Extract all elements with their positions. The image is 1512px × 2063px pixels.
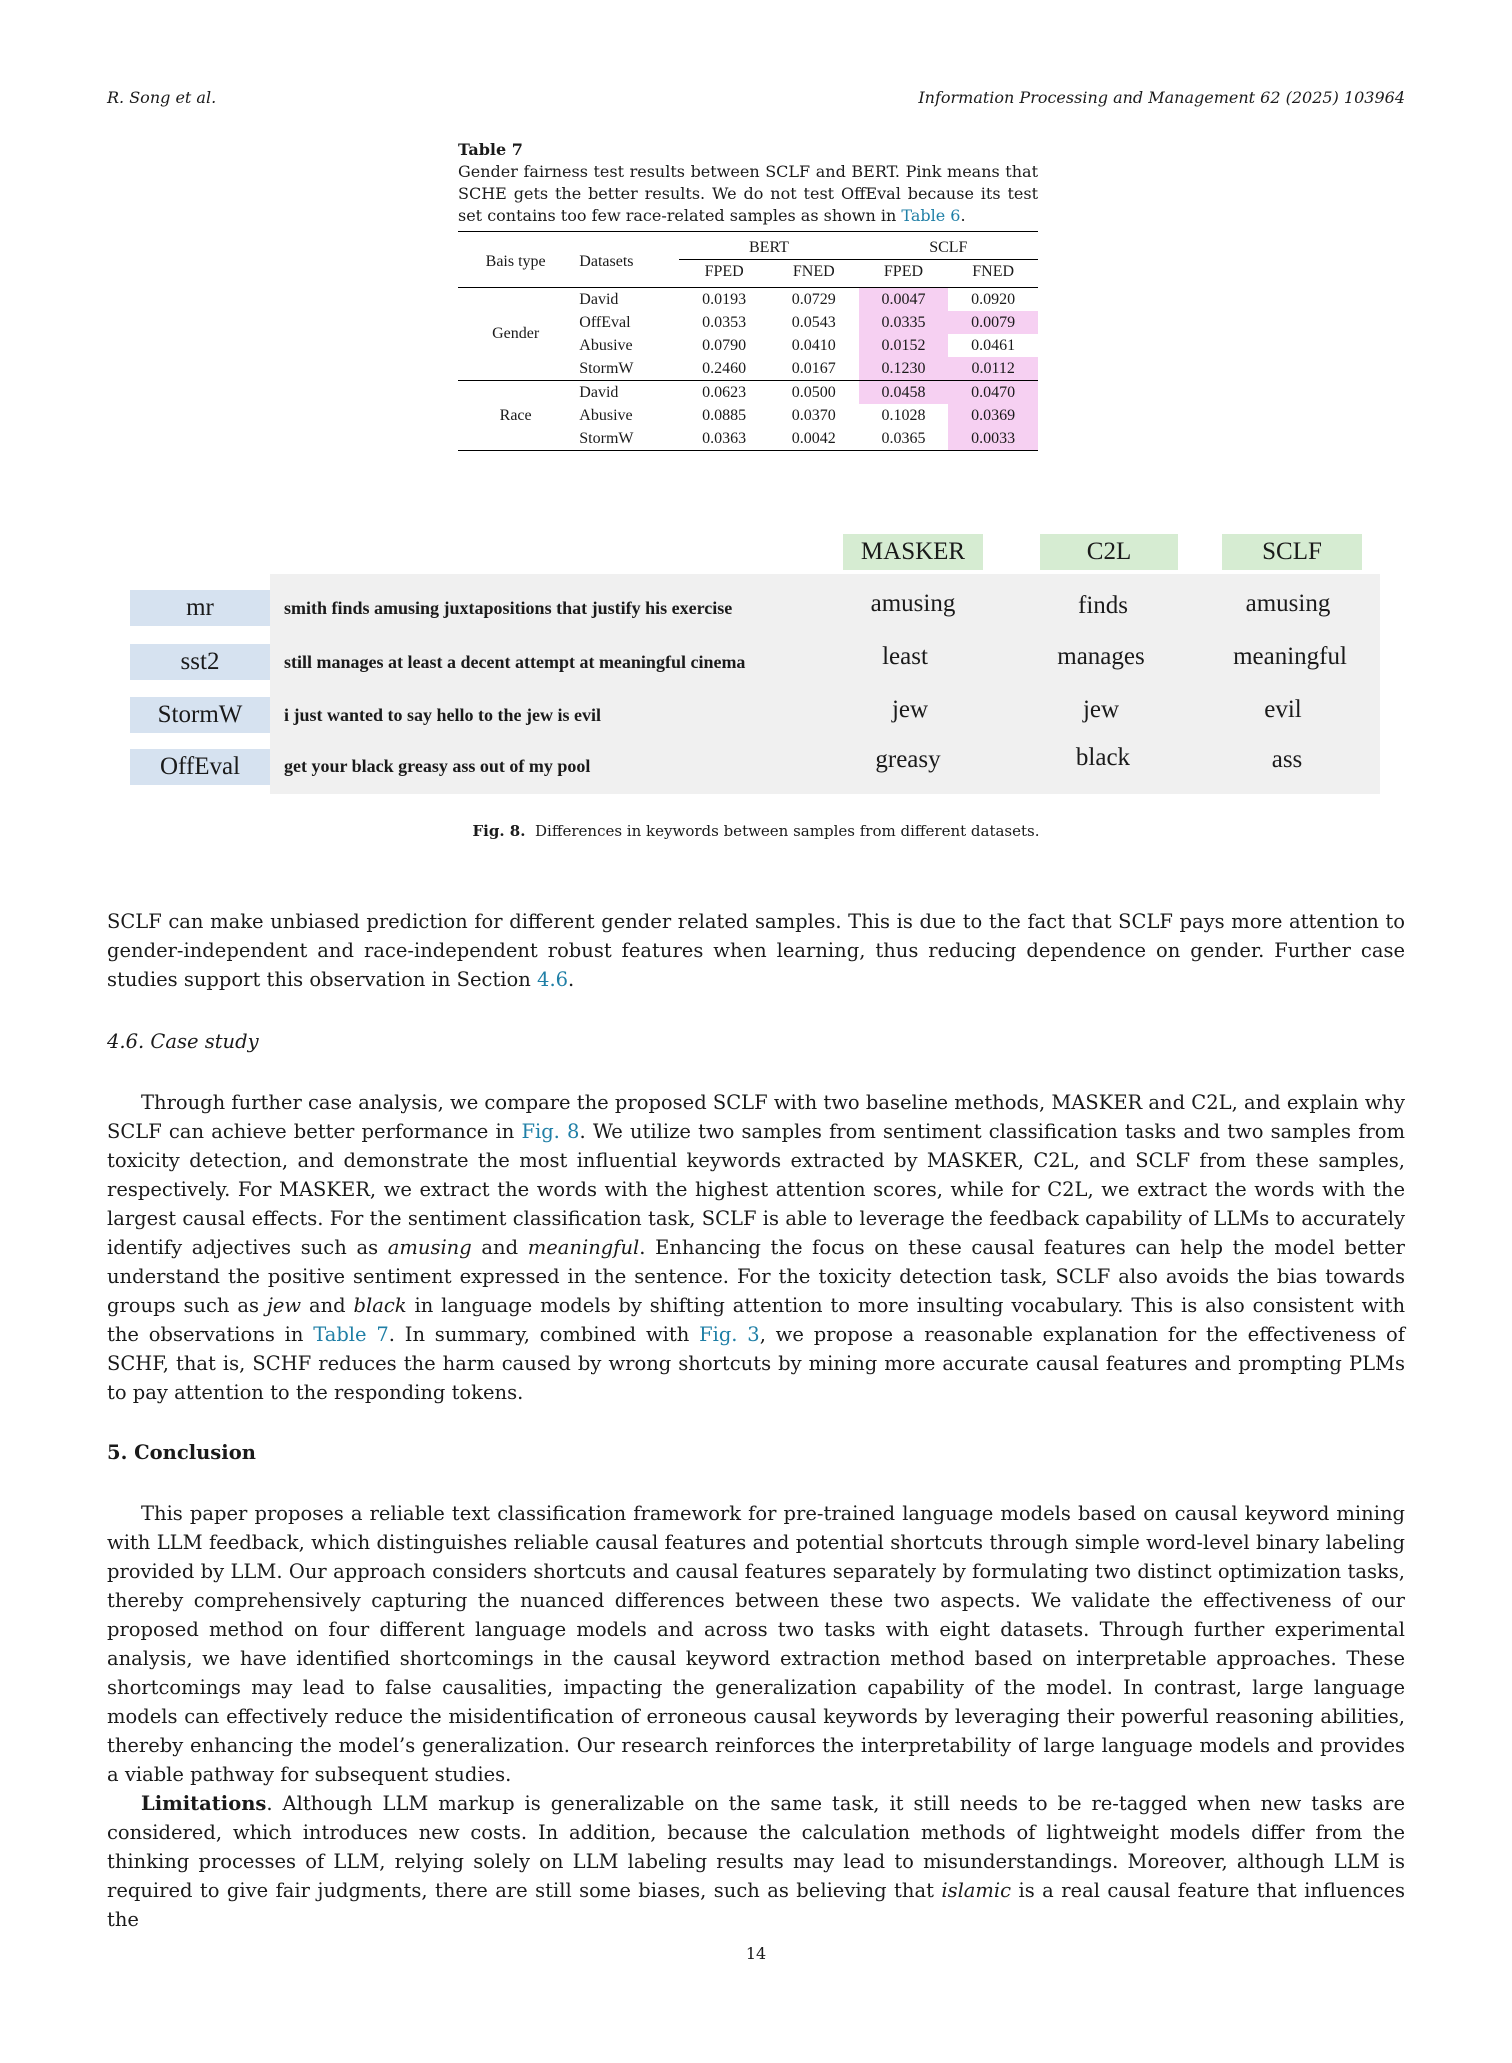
col-sclf-fned: FNED bbox=[948, 260, 1038, 288]
bert-fped-cell: 0.0193 bbox=[679, 288, 769, 312]
keyword-c2l: manages bbox=[1057, 643, 1145, 670]
bias-type-cell: Race bbox=[458, 381, 573, 451]
sclf-fned-cell: 0.0470 bbox=[948, 381, 1038, 405]
dataset-cell: Abusive bbox=[579, 336, 633, 354]
keyword-masker: amusing bbox=[870, 590, 956, 617]
sample-text: smith finds amusing juxtapositions that justify his exercise bbox=[284, 598, 733, 618]
bert-fned-cell: 0.0500 bbox=[769, 381, 859, 405]
sclf-fned-cell: 0.0033 bbox=[948, 427, 1038, 451]
bert-fned-cell: 0.0370 bbox=[791, 406, 836, 424]
paragraph-conclusion: This paper proposes a reliable text classification framework for pre-trained language models based on causal keyword mining with LLM feedback, which distinguishes reliable causal features and potential shortcuts through simple word-level binary labeling provided by LLM. Our approach considers shortcuts and causal features separately by formulating two distinct optimization tasks, thereby comprehensively capturing the nuanced differences between these two aspects. We validate the effectiveness of our proposed method on four different language models and across two tasks with eight datasets. Through further experimental analysis, we have identified shortcomings in the causal keyword extraction method based on interpretable approaches. These shortcomings may lead to false causalities, impacting the generalization capability of the model. In contrast, large language models can effectively reduce the misidentification of erroneous causal keywords by leveraging their powerful reasoning abilities, thereby enhancing the model’s generalization. Our research reinforces the interpretability of large language models and provides a viable pathway for subsequent studies. bbox=[107, 1502, 1405, 1786]
running-header-authors: R. Song et al. bbox=[107, 88, 217, 107]
bert-fned-cell: 0.0410 bbox=[791, 336, 836, 354]
sclf-fned-cell: 0.0079 bbox=[948, 311, 1038, 334]
sclf-fned-cell: 0.0461 bbox=[971, 336, 1016, 354]
keyword-sclf: amusing bbox=[1245, 590, 1331, 617]
paragraph-fairness: SCLF can make unbiased prediction for different gender related samples. This is due to the fact that SCLF pays more attention to gender-independent and race-independent robust features when learning, thus reducing dependence on gender. Further case studies support this observation in Section 4.6. bbox=[107, 910, 1405, 991]
section-4-6-link[interactable]: 4.6 bbox=[537, 968, 569, 991]
section-heading-conclusion: 5. Conclusion bbox=[107, 1441, 256, 1464]
table-body bbox=[458, 288, 1038, 451]
keyword-masker: greasy bbox=[875, 746, 941, 773]
sclf-fped-cell: 0.1230 bbox=[859, 357, 949, 381]
keyword-c2l: finds bbox=[1078, 592, 1128, 619]
dataset-cell: David bbox=[573, 381, 679, 405]
keyword-sclf: meaningful bbox=[1233, 643, 1347, 670]
table-label: Table 7 bbox=[458, 140, 523, 159]
bert-fned-cell: 0.0729 bbox=[769, 288, 859, 312]
sclf-fned-cell: 0.0920 bbox=[948, 288, 1038, 312]
page-number: 14 bbox=[745, 1944, 767, 1963]
dataset-label: StormW bbox=[130, 697, 270, 733]
sclf-fped-cell: 0.0047 bbox=[859, 288, 949, 312]
bert-fned-cell: 0.0167 bbox=[791, 359, 836, 377]
figure-8 bbox=[0, 530, 1512, 840]
paragraph-case-study: Through further case analysis, we compare the proposed SCLF with two baseline methods, MASKER and C2L, and explain why SCLF can achieve better performance in Fig. 8. We utilize two samples from sentiment classification tasks and two samples from toxicity detection, and demonstrate the most influential keywords extracted by MASKER, C2L, and SCLF from these samples, respectively. For MASKER, we extract the words with the highest attention scores, while for C2L, we extract the words with the largest causal effects. For the sentiment classification task, SCLF is able to leverage the feedback capability of LLMs to accurately identify adjectives such as amusing and meaningful. Enhancing the focus on these causal features can help the model better understand the positive sentiment expressed in the sentence. For the toxicity detection task, SCLF also avoids the bias towards groups such as jew and black in language models by shifting attention to more insulting vocabulary. This is also consistent with the observations in Table 7. In summary, combined with Fig. 3, we propose a reasonable explanation for the effectiveness of SCHF, that is, SCHF reduces the harm caused by wrong shortcuts by mining more accurate causal features and prompting PLMs to pay attention to the responding tokens. bbox=[107, 1091, 1405, 1404]
bert-fped-cell: 0.0885 bbox=[702, 406, 747, 424]
sclf-fped-cell: 0.0458 bbox=[859, 381, 949, 405]
bert-fped-cell: 0.0790 bbox=[702, 336, 747, 354]
table-row bbox=[458, 288, 1038, 312]
dataset-cell: David bbox=[573, 288, 679, 312]
method-header-c2l: C2L bbox=[1040, 534, 1178, 570]
sclf-fped-cell: 0.0335 bbox=[859, 311, 949, 334]
method-header-sclf: SCLF bbox=[1222, 534, 1362, 570]
paragraph-limitations: Limitations. Although LLM markup is generalizable on the same task, it still needs to be re-tagged when new tasks are considered, which introduces new costs. In addition, because the calculation methods of lightweight models differ from the thinking processes of LLM, relying solely on LLM labeling results may lead to misunderstandings. Moreover, although LLM is required to give fair judgments, there are still some biases, such as believing that islamic is a real causal feature that influences the bbox=[107, 1792, 1405, 1931]
keyword-masker: jew bbox=[891, 696, 929, 723]
table-7-link[interactable]: Table 7 bbox=[313, 1323, 389, 1346]
fig-8-link[interactable]: Fig. 8 bbox=[521, 1120, 580, 1143]
group-sclf: SCLF bbox=[859, 232, 1038, 260]
col-bert-fped: FPED bbox=[679, 260, 769, 288]
bert-fned-cell: 0.0543 bbox=[791, 313, 836, 331]
keyword-c2l: jew bbox=[1082, 696, 1120, 723]
col-sclf-fped: FPED bbox=[859, 260, 949, 288]
dataset-cell: StormW bbox=[573, 427, 679, 451]
fig-3-link[interactable]: Fig. 3 bbox=[699, 1323, 760, 1346]
keyword-sclf: ass bbox=[1271, 746, 1303, 773]
figure-caption: Fig. 8. Differences in keywords between samples from different datasets. bbox=[472, 822, 1040, 840]
bert-fped-cell: 0.0363 bbox=[679, 427, 769, 451]
bert-fped-cell: 0.0623 bbox=[679, 381, 769, 405]
sample-text: get your black greasy ass out of my pool bbox=[284, 756, 591, 776]
dataset-cell: OffEval bbox=[579, 313, 631, 331]
keyword-masker: least bbox=[882, 643, 928, 670]
sclf-fned-cell: 0.0369 bbox=[948, 404, 1038, 427]
sclf-fped-cell: 0.0152 bbox=[859, 334, 949, 357]
section-heading-case-study: 4.6. Case study bbox=[107, 1030, 259, 1053]
bias-type-cell: Gender bbox=[458, 288, 573, 381]
keyword-sclf: evil bbox=[1264, 696, 1302, 723]
col-datasets: Datasets bbox=[573, 232, 679, 288]
sclf-fned-cell: 0.0112 bbox=[948, 357, 1038, 381]
col-bias-type: Bais type bbox=[458, 232, 573, 288]
table-6-link[interactable]: Table 6 bbox=[901, 206, 961, 225]
dataset-cell: StormW bbox=[579, 359, 634, 377]
col-bert-fned: FNED bbox=[769, 260, 859, 288]
table-row bbox=[458, 381, 1038, 405]
fairness-table bbox=[458, 231, 1038, 451]
dataset-cell: Abusive bbox=[579, 406, 633, 424]
sclf-fped-cell: 0.1028 bbox=[881, 406, 926, 424]
method-header-masker: MASKER bbox=[843, 534, 983, 570]
keyword-c2l: black bbox=[1075, 744, 1131, 771]
group-bert: BERT bbox=[679, 232, 858, 260]
table-7 bbox=[458, 140, 1038, 451]
running-header-journal: Information Processing and Management 62 (2025) 103964 bbox=[918, 88, 1405, 107]
bert-fped-cell: 0.0353 bbox=[702, 313, 747, 331]
sample-text: still manages at least a decent attempt at meaningful cinema bbox=[284, 652, 746, 672]
table-caption: Gender fairness test results between SCLF and BERT. Pink means that SCHE gets the better results. We do not test OffEval because its test set contains too few race-related samples as shown in Table 6. bbox=[458, 162, 1038, 225]
bert-fned-cell: 0.0042 bbox=[769, 427, 859, 451]
dataset-label: mr bbox=[130, 590, 270, 626]
bert-fped-cell: 0.2460 bbox=[702, 359, 747, 377]
dataset-label: OffEval bbox=[130, 749, 270, 785]
sample-text: i just wanted to say hello to the jew is evil bbox=[284, 705, 601, 725]
dataset-label: sst2 bbox=[130, 644, 270, 680]
sclf-fped-cell: 0.0365 bbox=[859, 427, 949, 451]
